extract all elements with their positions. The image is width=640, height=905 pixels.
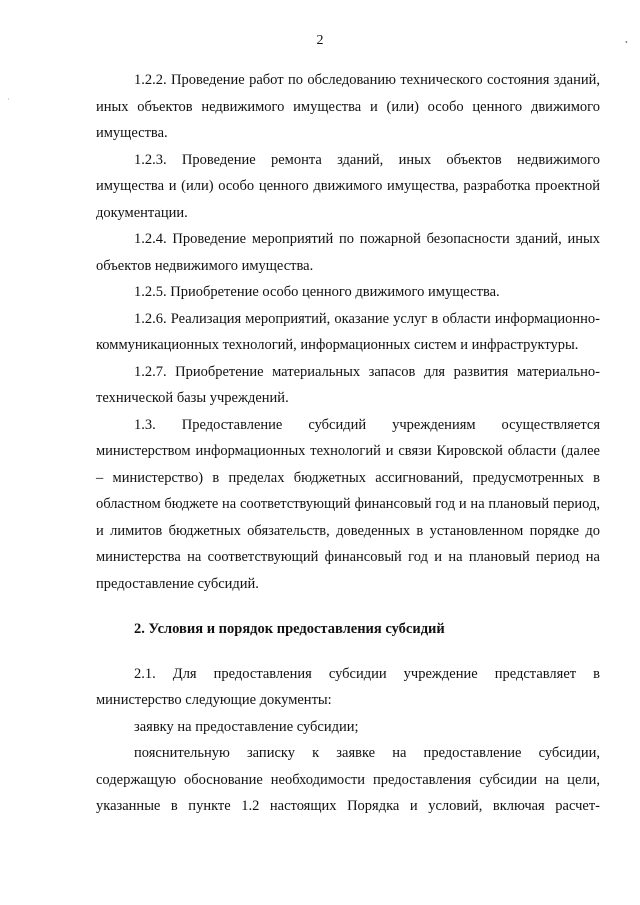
page-number: 2 [316, 33, 324, 48]
paragraph-1-2-5: 1.2.5. Приобретение особо ценного движимого имущества. [134, 284, 500, 300]
paragraph-1-2-4: 1.2.4. Проведение мероприятий по пожарной безопасности зданий, иных объектов недвижимого имущества. [96, 231, 600, 274]
paragraph-1-3: 1.3. Предоставление субсидий учреждениям осуществляется министерством информационных технологий и связи Кировской области (далее – министерство) в пределах бюджетных ассигнований, предусмотренных в областном бюджете на соответствующий финансовый год и на плановый период, и лимитов бюджетных обязательств, доведенных в установленном порядке до министерства на соответствующий финансовый год и на плановый период на предоставление субсидий. [96, 416, 600, 592]
paragraph-1-2-6: 1.2.6. Реализация мероприятий, оказание услуг в области информационно-коммуникационных технологий, информационных систем и инфраструктуры. [96, 310, 600, 353]
scan-speck-mark: • [625, 38, 628, 47]
paragraph-1-2-2: 1.2.2. Проведение работ по обследованию технического состояния зданий, иных объектов недвижимого имущества и (или) особо ценного движимого имущества. [96, 72, 600, 141]
list-item-explanatory-note: пояснительную записку к заявке на предоставление субсидии, содержащую обоснование необходимости предоставления субсидии на цели, указанные в пункте 1.2 настоящих Порядка и условий, включая расчет- [96, 745, 600, 814]
paragraph-1-2-7: 1.2.7. Приобретение материальных запасов для развития материально-технической базы учреждений. [96, 363, 600, 406]
list-item-application: заявку на предоставление субсидии; [134, 718, 359, 735]
scan-speck-mark: · [7, 95, 10, 104]
paragraph-2-1: 2.1. Для предоставления субсидии учреждение представляет в министерство следующие документы: [96, 665, 600, 708]
document-body [96, 67, 600, 820]
paragraph-1-2-3: 1.2.3. Проведение ремонта зданий, иных объектов недвижимого имущества и (или) особо ценного движимого имущества, разработка проектной документации. [96, 151, 600, 221]
section-heading: 2. Условия и порядок предоставления субсидий [134, 621, 445, 637]
